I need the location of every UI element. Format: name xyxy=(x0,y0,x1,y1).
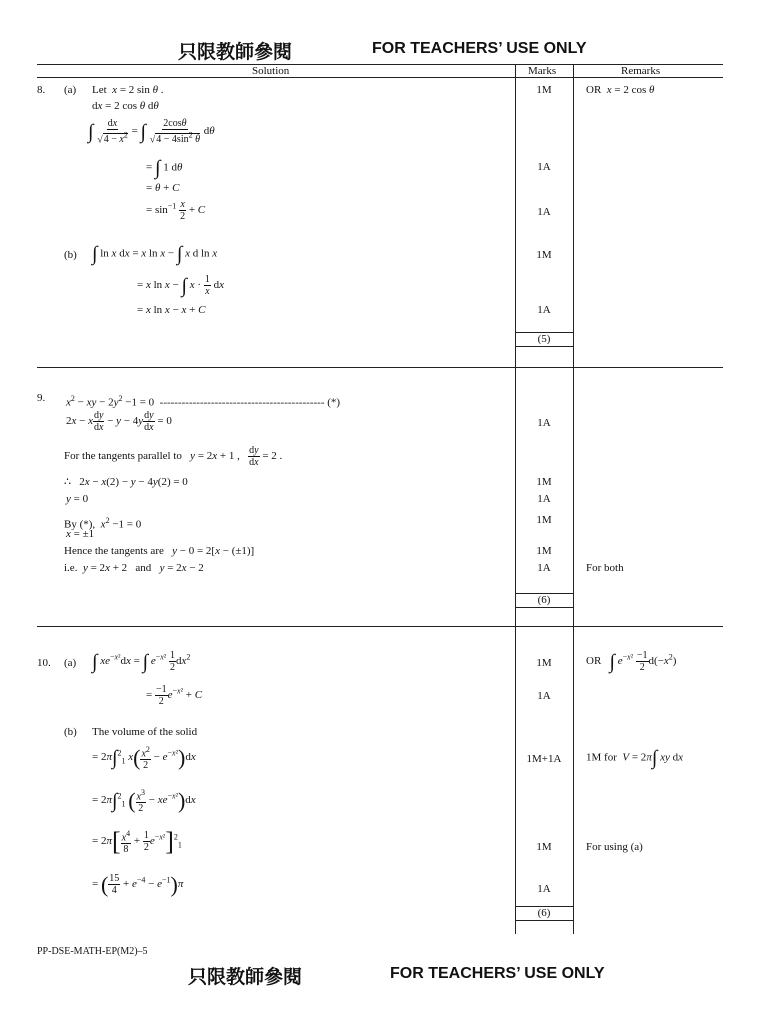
q8-integral-line2: = ∫ 1 dθ xyxy=(146,157,183,179)
q8-total-marks: (5) xyxy=(537,333,551,345)
column-header-marks: Marks xyxy=(528,65,557,77)
q9-total-marks: (6) xyxy=(537,594,551,606)
q10-mark-2: 1A xyxy=(537,690,551,702)
q9-separator xyxy=(37,626,723,627)
q8-remark: OR x = 2 cos θ xyxy=(586,84,655,96)
q8b-line3: = x ln x − x + C xyxy=(137,304,206,316)
q10-remark-1m-text: 1M for xyxy=(586,751,617,764)
q9-ie: i.e. y = 2x + 2 and y = 2x − 2 xyxy=(64,562,204,574)
q10b-line3: = 2π[ $\frac{x^4}{8}$ + $\frac{1}{2}$ $e^{-x^2}]^2_1$ xyxy=(92,827,182,857)
q10-part-a-label: (a) xyxy=(64,657,77,669)
q10-remark-using-a: For using (a) xyxy=(586,841,643,853)
q8-total-bottom-rule xyxy=(515,346,573,347)
column-header-solution: Solution xyxy=(252,65,290,77)
q10b-line4: = ( $\frac{15}{4}$ + $e^{-4} - e^{-1})\pi$ xyxy=(92,872,184,897)
q8-mark-5: 1A xyxy=(537,304,551,316)
q8-mark-4: 1M xyxy=(536,249,552,261)
q8-let-statement: Let x = 2 sin θ . xyxy=(92,84,164,96)
q9-total-bottom-rule xyxy=(515,607,573,608)
marks-column-right-rule xyxy=(573,64,574,934)
q10-remark-1m: 1M for V = 2π∫ xy dx xyxy=(586,747,683,769)
q9-mark-5: 1M xyxy=(536,545,552,557)
q8-mark-1: 1M xyxy=(536,84,552,96)
q9-equation: $x^2$ − xy − $2y^2 -1 = 0$ --------------------------------------------- (*) xyxy=(66,394,341,409)
q9-tangent-text: For the tangents parallel to xyxy=(64,450,182,463)
q10-remark-or-word: OR xyxy=(586,655,602,668)
q9-derivative: 2x − x $\frac{dy}{dx}$ − y − 4y $\frac{dy}{dx}$ = 0 xyxy=(66,410,172,433)
q9-mark-2: 1M xyxy=(536,476,552,488)
q9-therefore-symbol: ∴ xyxy=(64,476,71,488)
footer-chinese-title: 只限教師參閱 xyxy=(188,966,303,988)
column-header-remarks: Remarks xyxy=(621,65,661,77)
footer-english-title: FOR TEACHERS’ USE ONLY xyxy=(390,965,605,982)
q9-mark-6: 1A xyxy=(537,562,551,574)
q10-total-marks: (6) xyxy=(537,907,551,919)
q10-mark-5: 1A xyxy=(537,883,551,895)
q9-x-value: x = ±1 xyxy=(66,528,95,540)
q9-substitution: ∴ 2x − x(2) − y − 4y(2) = 0 xyxy=(64,476,188,488)
q9-ie-text: i.e. xyxy=(64,562,78,574)
q8-part-a-label: (a) xyxy=(64,84,77,96)
q8-dx-line: dx = 2 cos θ dθ xyxy=(92,100,159,112)
footer-paper-code: PP-DSE-MATH-EP(M2)–5 xyxy=(37,946,148,957)
q9-mark-4: 1M xyxy=(536,514,552,526)
q10a-line1: ∫ $xe^{-x^2}dx$ = ∫ $e^{-x^2}$ $\frac{1}{2}$ $dx^2$ xyxy=(92,650,191,673)
q9-by-star-text: By (*), xyxy=(64,518,96,531)
q10b-line2: = 2π∫$^2_1$ ( $\frac{x^3}{2}$ − $xe^{-x^2})dx$ xyxy=(92,788,196,815)
q10-remark-or: OR ∫ $e^{-x^2}$ $\frac{-1}{2}$ $d(-x^2)$ xyxy=(586,650,677,673)
q8-separator xyxy=(37,367,723,368)
q10-number: 10. xyxy=(37,657,51,669)
header-english-title: FOR TEACHERS’ USE ONLY xyxy=(372,40,587,57)
q9-hence-text: Hence the tangents are xyxy=(64,545,164,557)
q8-let-word: Let xyxy=(92,84,107,96)
q10-mark-3: 1M+1A xyxy=(526,753,562,765)
q9-mark-3: 1A xyxy=(537,493,551,505)
q8b-line2: = x ln x − ∫ x · $\frac{1}{x}$ dx xyxy=(137,274,224,297)
q8-integral-line3: = θ + C xyxy=(146,182,180,194)
q9-remark-both: For both xyxy=(586,562,624,574)
q10-total-bottom-rule xyxy=(515,920,573,921)
q8-part-b-label: (b) xyxy=(64,249,77,261)
q10-mark-4: 1M xyxy=(536,841,552,853)
q8-mark-2: 1A xyxy=(537,161,551,173)
q9-mark-1: 1A xyxy=(537,417,551,429)
q8-mark-3: 1A xyxy=(537,206,551,218)
q9-dashes: --------------------------------------------- (*) xyxy=(159,396,341,409)
q10-part-b-label: (b) xyxy=(64,726,77,738)
q8-number: 8. xyxy=(37,84,46,96)
q9-y-zero: y = 0 xyxy=(66,493,89,505)
q8b-line1: ∫ ln x dx = x ln x − ∫ x d ln x xyxy=(92,243,218,265)
q9-and-text: and xyxy=(135,562,152,574)
q8-integral-line4: = $\sin^{-1}$ $\frac{x}{2}$ + C xyxy=(146,199,206,222)
q9-number: 9. xyxy=(37,392,46,404)
header-chinese-title: 只限教師參閱 xyxy=(178,41,293,63)
q9-tangent-condition: For the tangents parallel to y = 2x + 1 , $\frac{dy}{dx}$ = 2 . xyxy=(64,445,283,468)
q8-integral-line1: ∫ $\frac{dx}{√4 - x^2}$ = ∫ $\frac{2\cos\theta}{√4 - 4\sin^2 \theta}$ dθ xyxy=(88,118,215,146)
q10-mark-1: 1M xyxy=(536,657,552,669)
q9-hence: Hence the tangents are y − 0 = 2[x − (±1)] xyxy=(64,545,255,557)
q9-by-star: By (*), $x^2 -1 = 0$ xyxy=(64,516,142,531)
q10a-line2: = $\frac{-1}{2}$ $e^{-x^2} + C$ xyxy=(146,684,203,707)
q10-volume-text: The volume of the solid xyxy=(92,726,198,738)
q8-remark-or: OR xyxy=(586,84,602,96)
q10b-line1: = 2π∫$^2_1$ x( $\frac{x^2}{2}$ − $e^{-x^2})dx$ xyxy=(92,745,196,772)
